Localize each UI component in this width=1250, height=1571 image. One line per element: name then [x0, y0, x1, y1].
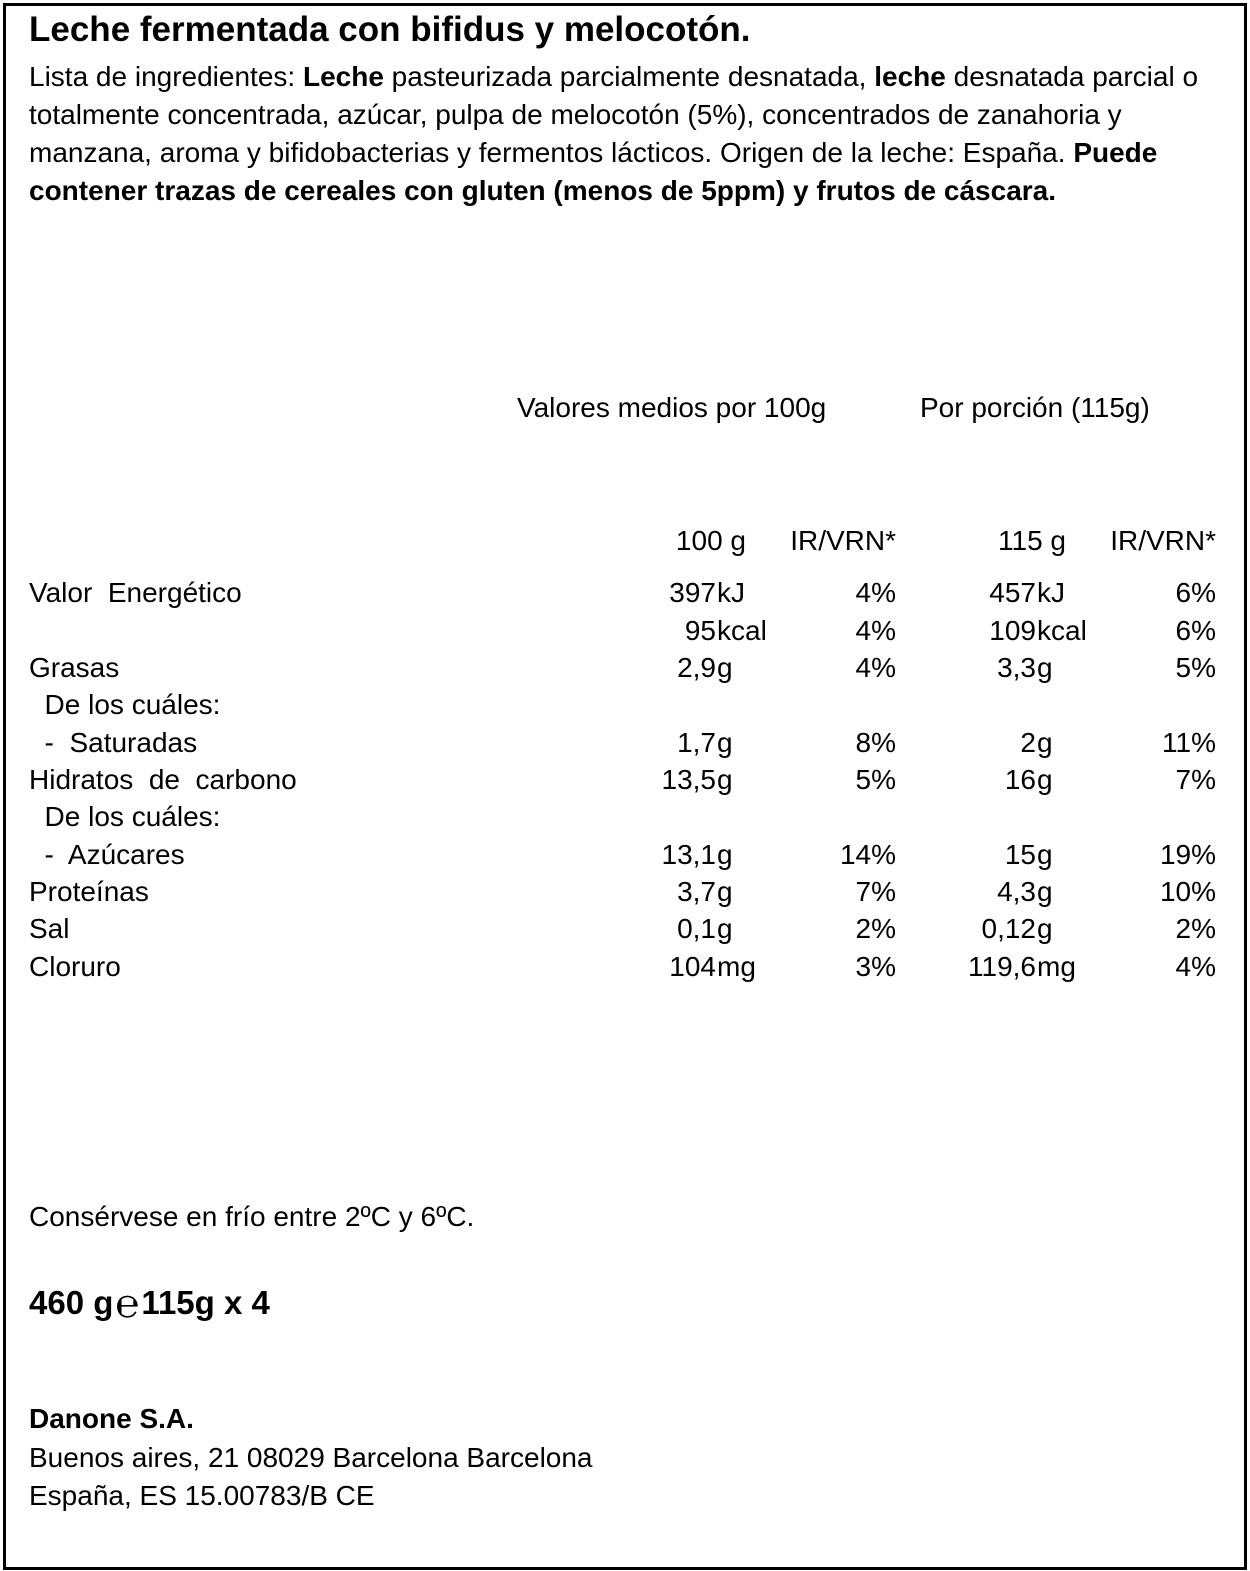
value-100g: 2,9 [677, 652, 716, 683]
estimated-sign-icon: ℮ [115, 1282, 140, 1326]
irvrn-100g: 4% [855, 615, 896, 646]
ingredient-bold-2: leche [874, 61, 946, 92]
nutrient-label: - Saturadas [29, 727, 198, 758]
unit-115g: g [1037, 839, 1053, 870]
nutrient-label: Sal [29, 913, 70, 944]
irvrn-100g: 7% [855, 876, 896, 907]
column-header-100g: 100 g [675, 525, 746, 556]
nutrient-label: Valor Energético [29, 577, 242, 608]
irvrn-100g: 4% [855, 652, 896, 683]
value-115g: 15 [1004, 839, 1036, 870]
unit-100g: kcal [717, 615, 767, 646]
header-per-100g: Valores medios por 100g [517, 392, 827, 423]
unit-100g: kJ [717, 577, 745, 608]
irvrn-115g: 6% [1175, 615, 1216, 646]
unit-115g: g [1037, 876, 1053, 907]
irvrn-115g: 4% [1175, 951, 1216, 982]
nutrient-label: Cloruro [29, 951, 121, 982]
irvrn-115g: 2% [1175, 913, 1216, 944]
value-115g: 0,12 [981, 913, 1036, 944]
nutrient-label: De los cuáles: [29, 801, 221, 832]
unit-115g: mg [1037, 951, 1076, 982]
value-115g: 119,6 [968, 951, 1036, 982]
ingredients-label: Lista de ingredientes: [29, 61, 303, 92]
value-100g: 3,7 [677, 876, 716, 907]
value-100g: 13,1 [661, 839, 716, 870]
company-name: Danone S.A. [29, 1403, 194, 1434]
column-header-irvrn-100g: IR/VRN* [790, 525, 896, 556]
nutrient-label: De los cuáles: [29, 689, 221, 720]
unit-100g: g [717, 876, 733, 907]
company-address-line-1: Buenos aires, 21 08029 Barcelona Barcelona [29, 1442, 593, 1473]
unit-115g: kJ [1037, 577, 1065, 608]
unit-100g: g [717, 839, 733, 870]
unit-115g: g [1037, 764, 1053, 795]
irvrn-100g: 5% [855, 764, 896, 795]
irvrn-100g: 8% [855, 727, 896, 758]
net-weight [29, 1284, 270, 1324]
unit-115g: g [1037, 913, 1053, 944]
unit-115g: g [1037, 727, 1053, 758]
unit-100g: g [717, 727, 733, 758]
unit-100g: mg [717, 951, 756, 982]
nutrient-label: Grasas [29, 652, 120, 683]
value-115g: 4,3 [997, 876, 1036, 907]
column-header-115g: 115 g [998, 525, 1066, 556]
irvrn-100g: 4% [855, 577, 896, 608]
nutrient-label: Proteínas [29, 876, 149, 907]
storage-instructions: Consérvese en frío entre 2ºC y 6ºC. [29, 1201, 475, 1232]
irvrn-115g: 19% [1159, 839, 1216, 870]
irvrn-115g: 11% [1162, 727, 1216, 758]
ingredient-text-1: pasteurizada parcialmente desnatada, [383, 61, 875, 92]
value-115g: 16 [1004, 764, 1036, 795]
ingredient-text-2: desnatada parcial o totalmente concentrada, azúcar, pulpa de melocotón (5%), concentrados de zanahoria y manzana, aroma y bifidobacterias y fermentos lácticos. Origen de la leche: España. [29, 61, 1199, 168]
company-address-line-2: España, ES 15.00783/B CE [29, 1480, 375, 1511]
value-100g: 104 [669, 951, 716, 982]
value-100g: 13,5 [661, 764, 716, 795]
nutrient-label: - Azúcares [29, 839, 185, 870]
ingredients-list [29, 58, 1219, 210]
irvrn-100g: 14% [839, 839, 896, 870]
value-115g: 3,3 [997, 652, 1036, 683]
unit-100g: g [717, 913, 733, 944]
header-per-portion: Por porción (115g) [920, 392, 1150, 423]
irvrn-115g: 6% [1175, 577, 1216, 608]
unit-100g: g [717, 764, 733, 795]
product-title: Leche fermentada con bifidus y melocotón. [29, 10, 751, 49]
unit-115g: kcal [1037, 615, 1087, 646]
product-label [3, 3, 1247, 1570]
irvrn-100g: 3% [855, 951, 896, 982]
nutrient-label: Hidratos de carbono [29, 764, 297, 795]
irvrn-115g: 7% [1175, 764, 1216, 795]
pack-format: 115g x 4 [141, 1284, 270, 1321]
value-100g: 397 [669, 577, 716, 608]
value-115g: 457 [989, 577, 1036, 608]
unit-115g: g [1037, 652, 1053, 683]
irvrn-100g: 2% [855, 913, 896, 944]
net-weight-value: 460 g [29, 1284, 114, 1321]
irvrn-115g: 5% [1175, 652, 1216, 683]
value-100g: 1,7 [677, 727, 716, 758]
irvrn-115g: 10% [1159, 876, 1216, 907]
value-115g: 109 [989, 615, 1036, 646]
value-115g: 2 [1020, 727, 1036, 758]
ingredient-bold-1: Leche [302, 61, 384, 92]
allergen-warning: Puede contener trazas de cereales con gluten (menos de 5ppm) y frutos de cáscara. [29, 137, 1158, 206]
column-header-irvrn-115g: IR/VRN* [1110, 525, 1216, 556]
unit-100g: g [717, 652, 733, 683]
value-100g: 0,1 [677, 913, 716, 944]
value-100g: 95 [684, 615, 716, 646]
